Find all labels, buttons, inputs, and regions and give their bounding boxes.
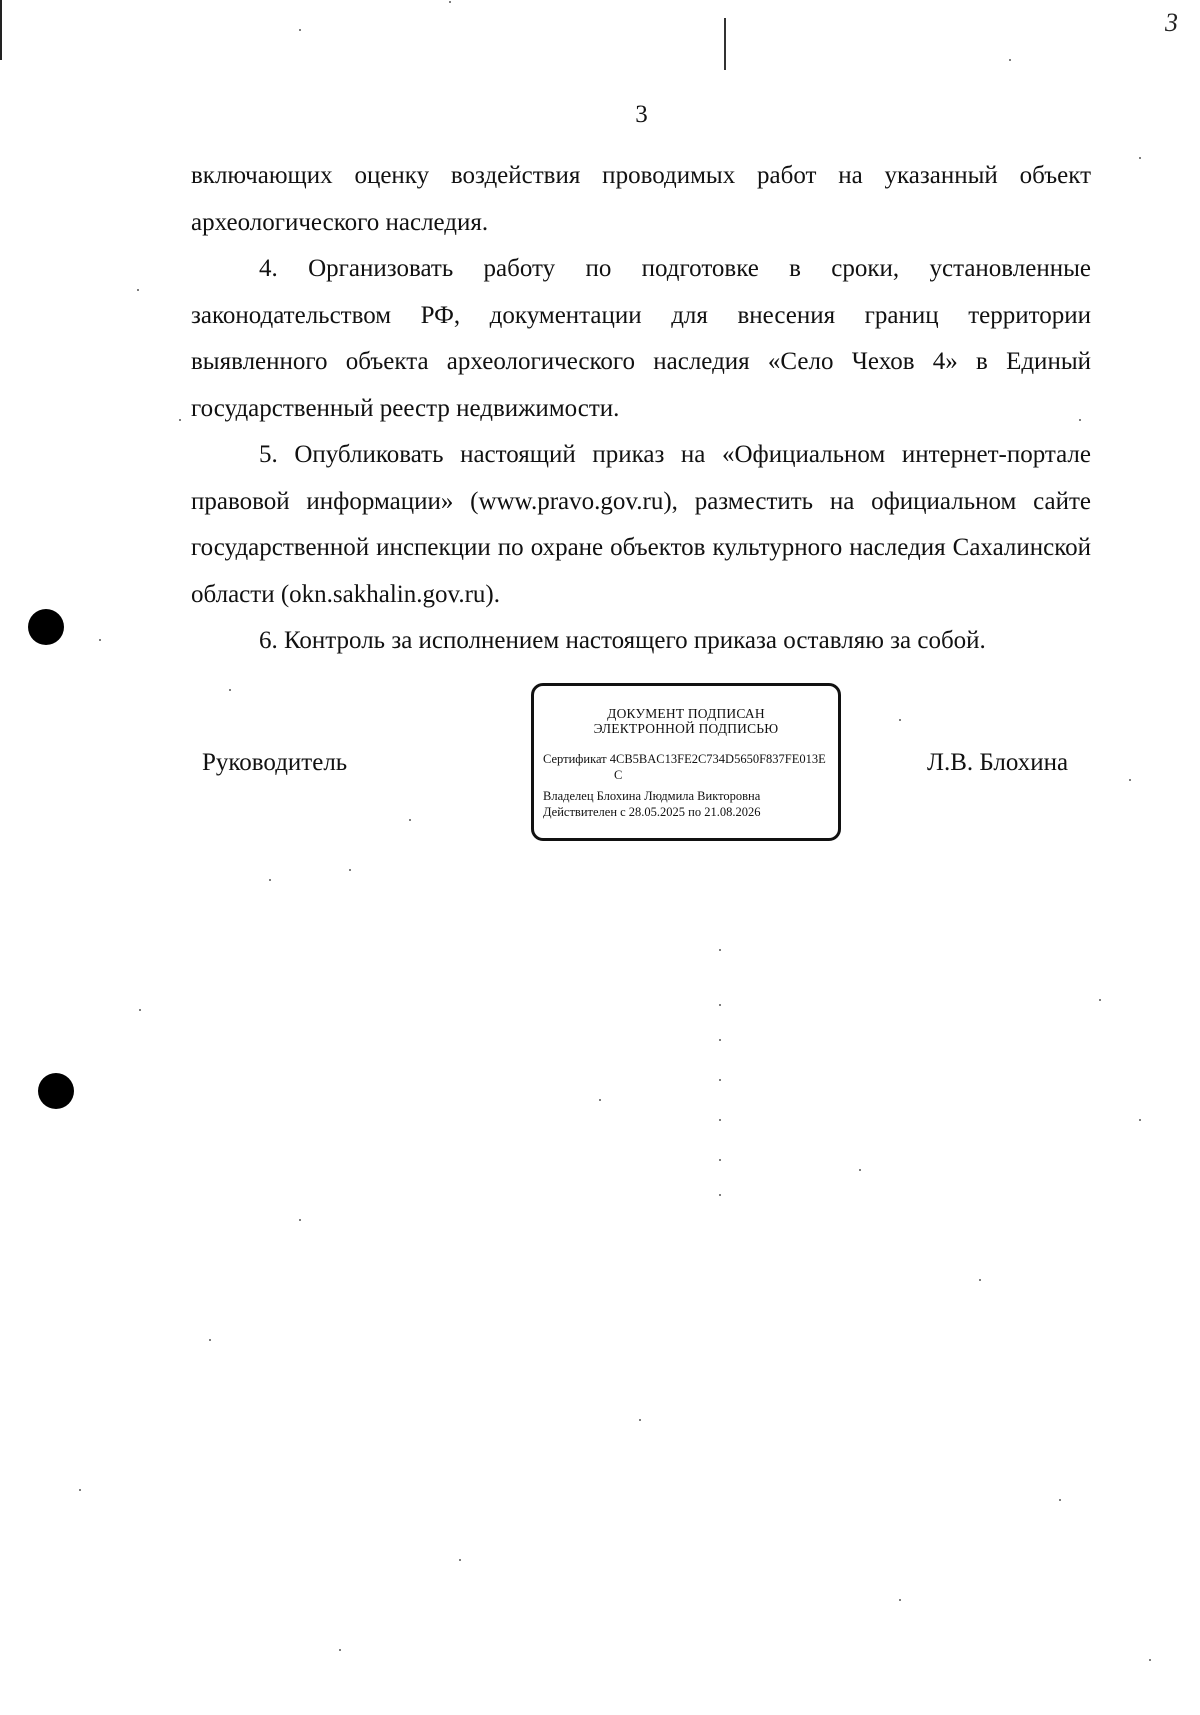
stamp-owner: Владелец Блохина Людмила Викторовна xyxy=(543,789,761,803)
stamp-title-line-2: ЭЛЕКТРОННОЙ ПОДПИСЬЮ xyxy=(593,721,779,736)
signatory-role: Руководитель xyxy=(202,749,348,776)
paragraph-item-6: 6. Контроль за исполнением настоящего приказа оставляю за собой. xyxy=(259,627,986,654)
stamp-certificate: Сертификат 4CB5BAC13FE2C734D5650F837FE013E xyxy=(543,752,826,766)
handwritten-page-mark: 3 xyxy=(1165,8,1178,37)
stamp-certificate-continuation: C xyxy=(614,768,623,782)
signatory-name: Л.В. Блохина xyxy=(927,749,1069,776)
page-number: 3 xyxy=(635,101,648,128)
paragraph-continuation: включающих оценку воздействия проводимых работ на указанный объект археологического наследия. xyxy=(191,162,1091,236)
stamp-title-line-1: ДОКУМЕНТ ПОДПИСАН xyxy=(607,706,765,721)
paragraph-item-5: 5. Опубликовать настоящий приказ на «Официальном интернет-портале правовой информации» (www.pravo.gov.ru), разместить на официальном сайте государственной инспекции по охране объектов культурного наследия Сахалинской области (okn.sakhalin.gov.ru). xyxy=(191,441,1091,608)
stamp-validity: Действителен с 28.05.2025 по 21.08.2026 xyxy=(543,805,761,819)
paragraph-item-4: 4. Организовать работу по подготовке в сроки, установленные законодательством РФ, документации для внесения границ территории выявленного объекта археологического наследия «Село Чехов 4» в Единый государственный реестр недвижимости. xyxy=(191,255,1091,422)
